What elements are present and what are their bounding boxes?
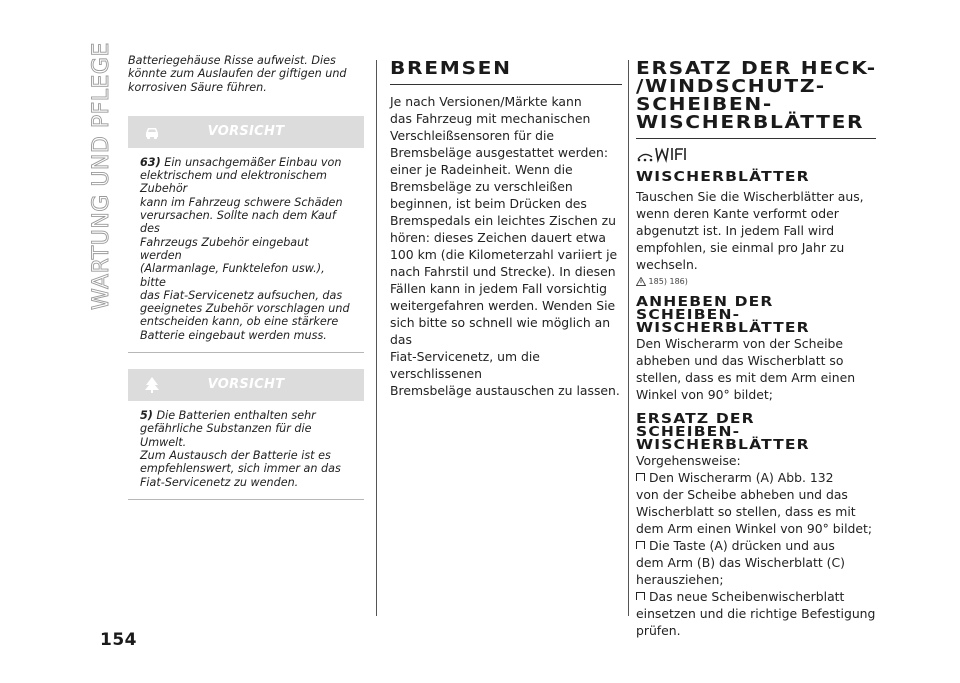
text-line: Wischerblatt so stellen, dass es mit <box>636 504 856 519</box>
text-line: Fahrzeugs Zubehör eingebaut werden <box>140 235 309 262</box>
text-line: korrosiven Säure führen. <box>128 80 267 94</box>
heading-rule <box>636 138 876 139</box>
text-line: Bremsbeläge austauschen zu lassen. <box>390 383 620 398</box>
text-line: Bremsbeläge zu verschleißen <box>390 179 573 194</box>
warning-box-1 <box>128 116 364 353</box>
text-line: Fiat-Servicenetz zu wenden. <box>140 475 299 489</box>
text-line: wenn deren Kante verformt oder <box>636 206 839 221</box>
section-heading <box>636 60 905 132</box>
heading-line: SCHEIBEN- <box>636 424 741 440</box>
text-line: nach Fahrstil und Strecke). In diesen <box>390 264 616 279</box>
heading-line: /WINDSCHUTZ- <box>636 76 826 97</box>
column-divider <box>376 60 377 616</box>
warning-body <box>128 401 364 499</box>
text-line: kann im Fahrzeug schwere Schäden <box>140 195 343 209</box>
column-1 <box>128 54 364 500</box>
text-line: entscheiden kann, ob eine stärkere <box>140 315 339 329</box>
text-line: 100 km (die Kilometerzahl variiert je <box>390 247 618 262</box>
section-body <box>636 452 876 639</box>
text-line: Batteriegehäuse Risse aufweist. Dies <box>128 54 336 67</box>
heading-line: ANHEBEN DER <box>636 294 774 310</box>
text-line: empfehlenswert, sich immer an das <box>140 462 341 476</box>
warning-title: VORSICHT <box>207 123 285 139</box>
text-line: Die Taste (A) drücken und aus <box>649 538 835 553</box>
text-line: empfohlen, sie einmal pro Jahr zu <box>636 240 845 255</box>
text-line: verursachen. Sollte nach dem Kauf des <box>140 209 336 236</box>
text-line: Das neue Scheibenwischerblatt <box>649 589 845 604</box>
text-line: herausziehen; <box>636 572 724 587</box>
text-line: wechseln. <box>636 257 698 272</box>
bullet-icon <box>636 592 645 600</box>
list-item <box>636 588 876 639</box>
subsection-title: WISCHERBLÄTTER <box>636 169 810 185</box>
text-line: einsetzen und die richtige Befestigung <box>636 606 876 621</box>
text-line: Die Batterien enthalten sehr <box>156 409 316 423</box>
side-title-text: WARTUNG UND PFLEGE <box>89 42 114 310</box>
subsection-title <box>636 413 912 452</box>
text-line: Den Wischerarm (A) Abb. 132 <box>649 470 834 485</box>
text-line: gefährliche Substanzen für die Umwelt. <box>140 422 312 449</box>
section-body <box>390 93 622 399</box>
heading-line: WISCHERBLÄTTER <box>636 437 810 453</box>
column-2 <box>390 60 622 399</box>
warning-box-2 <box>128 369 364 500</box>
text-line: das Fiat-Servicenetz aufsuchen, das <box>140 288 343 302</box>
text-line: Je nach Versionen/Märkte kann <box>390 94 582 109</box>
text-line: Vorgehensweise: <box>636 453 741 468</box>
section-side-title <box>82 42 118 312</box>
warning-title: VORSICHT <box>207 377 285 393</box>
text-line: elektrischem und elektronischem Zubehör <box>140 169 327 196</box>
reference-numbers: 185) 186) <box>648 277 688 286</box>
section-heading: BREMSEN <box>390 58 512 79</box>
text-line: Tauschen Sie die Wischerblätter aus, <box>636 189 864 204</box>
bullet-icon <box>636 473 645 481</box>
text-line: abgenutzt ist. In jedem Fall wird <box>636 223 835 238</box>
section-body <box>636 188 876 273</box>
warning-header <box>128 369 364 401</box>
text-line: Ein unsachgemäßer Einbau von <box>164 155 342 169</box>
text-line: Bremsbeläge ausgestattet werden: <box>390 145 609 160</box>
text-line: Den Wischerarm von der Scheibe <box>636 336 844 351</box>
note-references <box>636 277 876 286</box>
text-line: Verschleißsensoren für die <box>390 128 555 143</box>
text-line: weitergefahren werden. Wenden Sie <box>390 298 616 313</box>
text-line: abheben und das Wischerblatt so <box>636 353 844 368</box>
warning-body <box>128 148 364 352</box>
text-line: das Fahrzeug mit mechanischen <box>390 111 591 126</box>
text-line: dem Arm einen Winkel von 90° bildet; <box>636 521 873 536</box>
list-item <box>636 537 876 588</box>
warning-triangle-icon <box>636 277 646 286</box>
text-line: könnte zum Auslaufen der giftigen und <box>128 67 347 81</box>
text-line: dem Arm (B) das Wischerblatt (C) <box>636 555 845 570</box>
subsection-title <box>636 296 912 335</box>
intro-text <box>128 54 364 94</box>
heading-line: WISCHERBLÄTTER <box>636 112 865 133</box>
text-line: Batterie eingebaut werden muss. <box>140 328 327 342</box>
list-item <box>636 469 876 537</box>
note-number: 63) <box>140 155 161 169</box>
text-line: geeignetes Zubehör vorschlagen und <box>140 302 350 316</box>
page-number: 154 <box>100 630 137 650</box>
text-line: von der Scheibe abheben und das <box>636 487 848 502</box>
text-line: Fiat-Servicenetz, um die verschlissenen <box>390 349 540 381</box>
text-line: sich bitte so schnell wie möglich an das <box>390 315 611 347</box>
text-line: beginnen, ist beim Drücken des <box>390 196 587 211</box>
text-line: stellen, dass es mit dem Arm einen <box>636 370 856 385</box>
warning-header <box>128 116 364 148</box>
text-line: einer je Radeinheit. Wenn die <box>390 162 573 177</box>
section-body <box>636 335 876 403</box>
heading-rule <box>390 84 622 85</box>
text-line: Winkel von 90° bildet; <box>636 387 773 402</box>
heading-line: SCHEIBEN- <box>636 94 773 115</box>
column-3 <box>636 60 876 639</box>
note-number: 5) <box>140 409 153 423</box>
text-line: Fällen kann in jedem Fall vorsichtig <box>390 281 608 296</box>
text-line: Bremspedals ein leichtes Zischen zu <box>390 213 616 228</box>
column-divider <box>628 60 629 616</box>
heading-line: ERSATZ DER HECK- <box>636 58 877 79</box>
text-line: Zum Austausch der Batterie ist es <box>140 448 331 462</box>
wiper-blade-icon <box>636 145 688 163</box>
heading-line: ERSATZ DER <box>636 411 755 427</box>
bullet-icon <box>636 541 645 549</box>
text-line: (Alarmanlage, Funktelefon usw.), bitte <box>140 262 325 289</box>
text-line: hören: dieses Zeichen dauert etwa <box>390 230 606 245</box>
heading-line: WISCHERBLÄTTER <box>636 320 810 336</box>
text-line: prüfen. <box>636 623 681 638</box>
heading-line: SCHEIBEN- <box>636 307 741 323</box>
